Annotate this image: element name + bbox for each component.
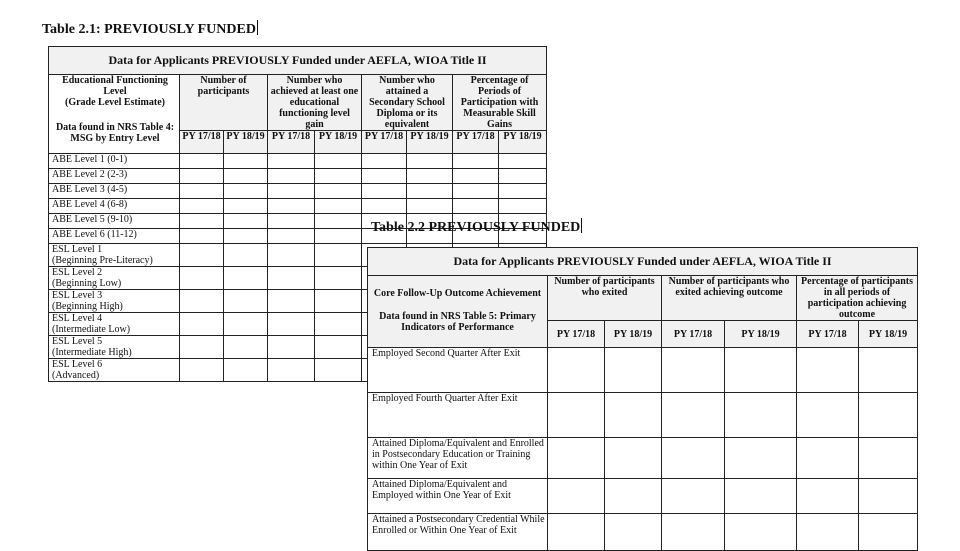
py-label: PY 17/18 [362,131,407,154]
data-cell[interactable] [268,313,315,336]
data-cell[interactable] [499,169,547,184]
data-cell[interactable] [180,313,224,336]
data-cell[interactable] [315,359,362,382]
data-cell[interactable] [315,313,362,336]
data-cell[interactable] [605,514,662,551]
table-row [368,514,918,551]
data-cell[interactable] [797,348,859,393]
data-cell[interactable] [180,214,224,229]
row-label-line2: (Beginning High) [52,301,123,312]
data-cell[interactable] [859,393,918,438]
table-2-1-title: Data for Applicants PREVIOUSLY Funded under AEFLA, WIOA Title II [49,47,547,75]
data-cell[interactable] [224,267,268,290]
data-cell[interactable] [797,479,859,514]
efl-header [49,75,180,154]
data-cell[interactable] [662,438,725,479]
row-label: Attained Diploma/Equivalent and Employed within One Year of Exit [368,479,548,514]
data-cell[interactable] [224,214,268,229]
data-cell[interactable] [315,290,362,313]
data-cell[interactable] [315,199,362,214]
data-cell[interactable] [180,244,224,267]
data-cell[interactable] [548,393,605,438]
row-label [49,267,180,290]
data-cell[interactable] [224,313,268,336]
data-cell[interactable] [662,479,725,514]
row-label-line1: ESL Level 2 [52,267,103,278]
table-2-2-caption [371,218,582,236]
data-cell[interactable] [859,514,918,551]
data-cell[interactable] [180,229,224,244]
data-cell[interactable] [268,359,315,382]
data-cell[interactable] [797,514,859,551]
col-group-participants: Number of participants [180,75,268,131]
table-row [368,393,918,438]
data-cell[interactable] [797,393,859,438]
data-cell[interactable] [725,479,797,514]
row-label-line1: ESL Level 5 [52,336,103,347]
data-cell[interactable] [453,169,499,184]
row-label-line1: ABE Level 4 (6-8) [52,199,128,210]
data-cell[interactable] [407,199,453,214]
data-cell[interactable] [180,199,224,214]
py-label: PY 17/18 [797,321,859,348]
data-cell[interactable] [224,359,268,382]
data-cell[interactable] [180,290,224,313]
row-label-line1: ABE Level 1 (0-1) [52,154,128,165]
row-label [49,290,180,313]
data-cell[interactable] [180,154,224,169]
efl-header-line1: Educational Functioning Level [62,75,168,97]
data-cell[interactable] [605,348,662,393]
data-cell[interactable] [180,359,224,382]
data-cell[interactable] [362,154,407,169]
py-label: PY 17/18 [268,131,315,154]
data-cell[interactable] [453,154,499,169]
core-header [368,276,548,348]
data-cell[interactable] [605,393,662,438]
table-row [49,154,547,169]
data-cell[interactable] [859,479,918,514]
data-cell[interactable] [315,184,362,199]
data-cell[interactable] [268,199,315,214]
data-cell[interactable] [662,348,725,393]
data-cell[interactable] [268,214,315,229]
data-cell[interactable] [453,199,499,214]
data-cell[interactable] [268,154,315,169]
data-cell[interactable] [725,393,797,438]
row-label [49,184,180,199]
row-label-line1: ESL Level 6 [52,359,103,370]
data-cell[interactable] [725,348,797,393]
data-cell[interactable] [224,199,268,214]
row-label [49,244,180,267]
data-cell[interactable] [315,267,362,290]
data-cell[interactable] [859,438,918,479]
data-cell[interactable] [315,154,362,169]
data-cell[interactable] [859,348,918,393]
data-cell[interactable] [315,169,362,184]
col-group-level-gain: Number who achieved at least one educational functioning level gain [268,75,362,131]
data-cell[interactable] [499,199,547,214]
col-group-skill-gains: Percentage of Periods of Participation with Measurable Skill Gains [453,75,547,131]
data-cell[interactable] [407,154,453,169]
table-row [368,438,918,479]
table-row [49,169,547,184]
py-label: PY 18/19 [224,131,268,154]
data-cell[interactable] [662,393,725,438]
data-cell[interactable] [315,214,362,229]
text-cursor-icon [581,218,582,233]
row-label [49,313,180,336]
row-label [49,199,180,214]
data-cell[interactable] [315,244,362,267]
py-label: PY 17/18 [548,321,605,348]
data-cell[interactable] [224,336,268,359]
py-label: PY 17/18 [453,131,499,154]
row-label-line1: ABE Level 6 (11-12) [52,229,137,240]
data-cell[interactable] [797,438,859,479]
row-label [49,229,180,244]
data-cell[interactable] [499,184,547,199]
py-label: PY 18/19 [859,321,918,348]
data-cell[interactable] [268,267,315,290]
efl-header-line2: (Grade Level Estimate) [65,97,165,108]
table-row [49,199,547,214]
data-cell[interactable] [224,184,268,199]
row-label-line1: ABE Level 5 (9-10) [52,214,133,225]
data-cell[interactable] [662,514,725,551]
col-group-exited: Number of participants who exited [548,276,662,321]
row-label: Employed Fourth Quarter After Exit [368,393,548,438]
row-label [49,336,180,359]
py-label: PY 18/19 [725,321,797,348]
table-2-2 [367,247,918,551]
table-row [368,479,918,514]
row-label-line2: (Advanced) [52,370,100,381]
row-label-line2: (Beginning Pre-Literacy) [52,255,153,266]
row-label-line1: ESL Level 1 [52,244,103,255]
row-label-line2: (Intermediate Low) [52,324,131,335]
row-label [49,154,180,169]
data-cell[interactable] [268,184,315,199]
data-cell[interactable] [548,348,605,393]
data-cell[interactable] [499,154,547,169]
data-cell[interactable] [180,169,224,184]
col-group-exited-achieving: Number of participants who exited achieving outcome [662,276,797,321]
py-label: PY 17/18 [662,321,725,348]
row-label-line2: (Beginning Low) [52,278,122,289]
data-cell[interactable] [268,229,315,244]
data-cell[interactable] [725,514,797,551]
data-cell[interactable] [224,229,268,244]
row-label-line1: ESL Level 4 [52,313,103,324]
table-2-2-body [368,348,918,551]
data-cell[interactable] [268,169,315,184]
col-group-diploma: Number who attained a Secondary School Diploma or its equivalent [362,75,453,131]
table-row [368,348,918,393]
py-label: PY 18/19 [499,131,547,154]
data-cell[interactable] [362,169,407,184]
table-2-2-caption-text: Table 2.2 PREVIOUSLY FUNDED [371,220,581,235]
py-label: PY 17/18 [180,131,224,154]
col-group-percentage: Percentage of participants in all periods of participation achieving outcome [797,276,918,321]
row-label: Attained a Postsecondary Credential While Enrolled or Within One Year of Exit [368,514,548,551]
table-row [49,184,547,199]
data-cell[interactable] [268,336,315,359]
data-cell[interactable] [362,184,407,199]
data-cell[interactable] [548,438,605,479]
data-cell[interactable] [224,244,268,267]
text-cursor-icon [257,20,258,35]
row-label: Employed Second Quarter After Exit [368,348,548,393]
data-cell[interactable] [605,479,662,514]
row-label [49,359,180,382]
data-cell[interactable] [224,169,268,184]
table-2-1-caption [42,20,258,38]
data-cell[interactable] [180,336,224,359]
row-label-line1: ESL Level 3 [52,290,103,301]
data-cell[interactable] [725,438,797,479]
core-header-line1: Core Follow-Up Outcome Achievement [373,288,542,299]
data-cell[interactable] [605,438,662,479]
row-label: Attained Diploma/Equivalent and Enrolled in Postsecondary Education or Training within One Year of Exit [368,438,548,479]
data-cell[interactable] [268,244,315,267]
row-label-line1: ABE Level 2 (2-3) [52,169,128,180]
data-cell[interactable] [180,184,224,199]
data-cell[interactable] [315,336,362,359]
data-cell[interactable] [548,479,605,514]
data-cell[interactable] [407,169,453,184]
data-cell[interactable] [224,290,268,313]
table-2-2-title: Data for Applicants PREVIOUSLY Funded under AEFLA, WIOA Title II [368,248,918,276]
core-header-line2: Data found in NRS Table 5: Primary Indicators of Performance [379,311,536,333]
data-cell[interactable] [315,229,362,244]
data-cell[interactable] [224,154,268,169]
data-cell[interactable] [453,184,499,199]
py-label: PY 18/19 [315,131,362,154]
py-label: PY 18/19 [605,321,662,348]
row-label-line2: (Intermediate High) [52,347,132,358]
data-cell[interactable] [407,184,453,199]
row-label [49,214,180,229]
row-label [49,169,180,184]
row-label-line1: ABE Level 3 (4-5) [52,184,128,195]
data-cell[interactable] [548,514,605,551]
data-cell[interactable] [268,290,315,313]
efl-header-line3: Data found in NRS Table 4: MSG by Entry Level [55,122,175,144]
table-2-1-caption-text: Table 2.1: PREVIOUSLY FUNDED [42,22,256,37]
data-cell[interactable] [180,267,224,290]
py-label: PY 18/19 [407,131,453,154]
data-cell[interactable] [362,199,407,214]
